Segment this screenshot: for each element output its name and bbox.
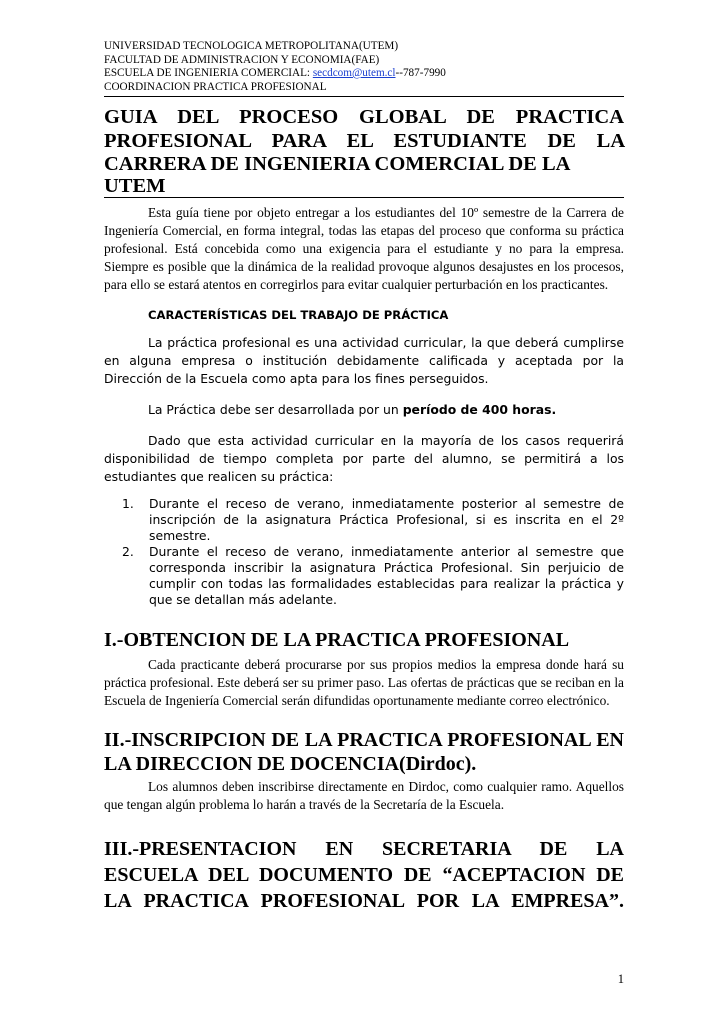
section-1-paragraph: Cada practicante deberá procurarse por sus propios medios la empresa donde hará su práctica profesional. Este deberá ser su primer paso. Las ofertas de prácticas que se reciban en la Escuela de Ingeniería Comercial serán difundidas oportunamente mediante correo electrónico. (104, 657, 624, 708)
list-item (104, 544, 624, 608)
header-coordination: COORDINACION PRACTICA PROFESIONAL (104, 80, 327, 93)
hours-value: período de 400 horas. (402, 402, 557, 417)
page-number: 1 (617, 972, 624, 986)
list-item-number: 2. (122, 544, 134, 559)
title-line-2: CARRERA DE INGENIERIA COMERCIAL DE LA UTEM (104, 153, 624, 198)
practice-periods-list (104, 496, 624, 608)
header-school (104, 67, 624, 81)
intro-paragraph: Esta guía tiene por objeto entregar a los estudiantes del 10º semestre de la Carrera de Ingeniería Comercial, en forma integral, todas las etapas del proceso que conforma su práctica profesional. Está concebida como una exigencia para el estudiante y no para la empresa. Siempre es posible que la dinámica de la realidad provoque algunos desajustes en los procesos, para ello se estará atentos en corregirlos para evitar cualquier perturbación en los practicantes. (104, 205, 624, 292)
section-1-heading: I.-OBTENCION DE LA PRACTICA PROFESIONAL (104, 629, 570, 651)
header-phone: --787-7990 (395, 67, 446, 79)
section-3-heading: III.-PRESENTACION EN SECRETARIA DE LA ESCUELA DEL DOCUMENTO DE “ACEPTACION DE LA PRACTICA PROFESIONAL POR LA EMPRESA”. (104, 838, 624, 912)
characteristics-paragraph-3: Dado que esta actividad curricular en la mayoría de los casos requerirá disponibilidad de tiempo completa por parte del alumno, se permitirá a los estudiantes que realicen su práctica: (104, 433, 624, 484)
document-title (104, 105, 624, 198)
header-university: UNIVERSIDAD TECNOLOGICA METROPOLITANA(UTEM) (104, 40, 399, 52)
hours-text: La Práctica debe ser desarrollada por un (148, 402, 403, 417)
header-email-link[interactable]: secdcom@utem.cl (312, 67, 396, 79)
document-header (104, 40, 624, 97)
header-faculty: FACULTAD DE ADMINISTRACION Y ECONOMIA(FAE) (104, 53, 380, 66)
header-school-label: ESCUELA DE INGENIERIA COMERCIAL: (104, 67, 313, 79)
section-2-paragraph: Los alumnos deben inscribirse directamente en Dirdoc, como cualquier ramo. Aquellos que tengan algún problema lo harán a través de la Secretaría de la Escuela. (104, 779, 624, 812)
characteristics-paragraph-2 (104, 401, 624, 419)
list-item-number: 1. (122, 496, 134, 511)
document-page (104, 40, 624, 914)
title-line-1: GUIA DEL PROCESO GLOBAL DE PRACTICA PROFESIONAL PARA EL ESTUDIANTE DE LA (104, 106, 624, 152)
characteristics-heading: CARACTERÍSTICAS DEL TRABAJO DE PRÁCTICA (148, 308, 449, 322)
list-item-text: Durante el receso de verano, inmediatamente anterior al semestre que corresponda inscribir la asignatura Práctica Profesional. Sin perjuicio de cumplir con todas las formalidades establecidas para realizar la práctica y que se detallan más adelante. (149, 544, 624, 607)
list-item (104, 496, 624, 544)
list-item-text: Durante el receso de verano, inmediatamente posterior al semestre de inscripción de la asignatura Práctica Profesional, si es inscrita en el 2º semestre. (149, 496, 624, 543)
characteristics-paragraph-1: La práctica profesional es una actividad curricular, la que deberá cumplirse en alguna empresa o institución debidamente calificada y aceptada por la Dirección de la Escuela como apta para los fines perseguidos. (104, 335, 624, 386)
section-2-heading: II.-INSCRIPCION DE LA PRACTICA PROFESIONAL EN LA DIRECCION DE DOCENCIA(Dirdoc). (104, 729, 624, 775)
